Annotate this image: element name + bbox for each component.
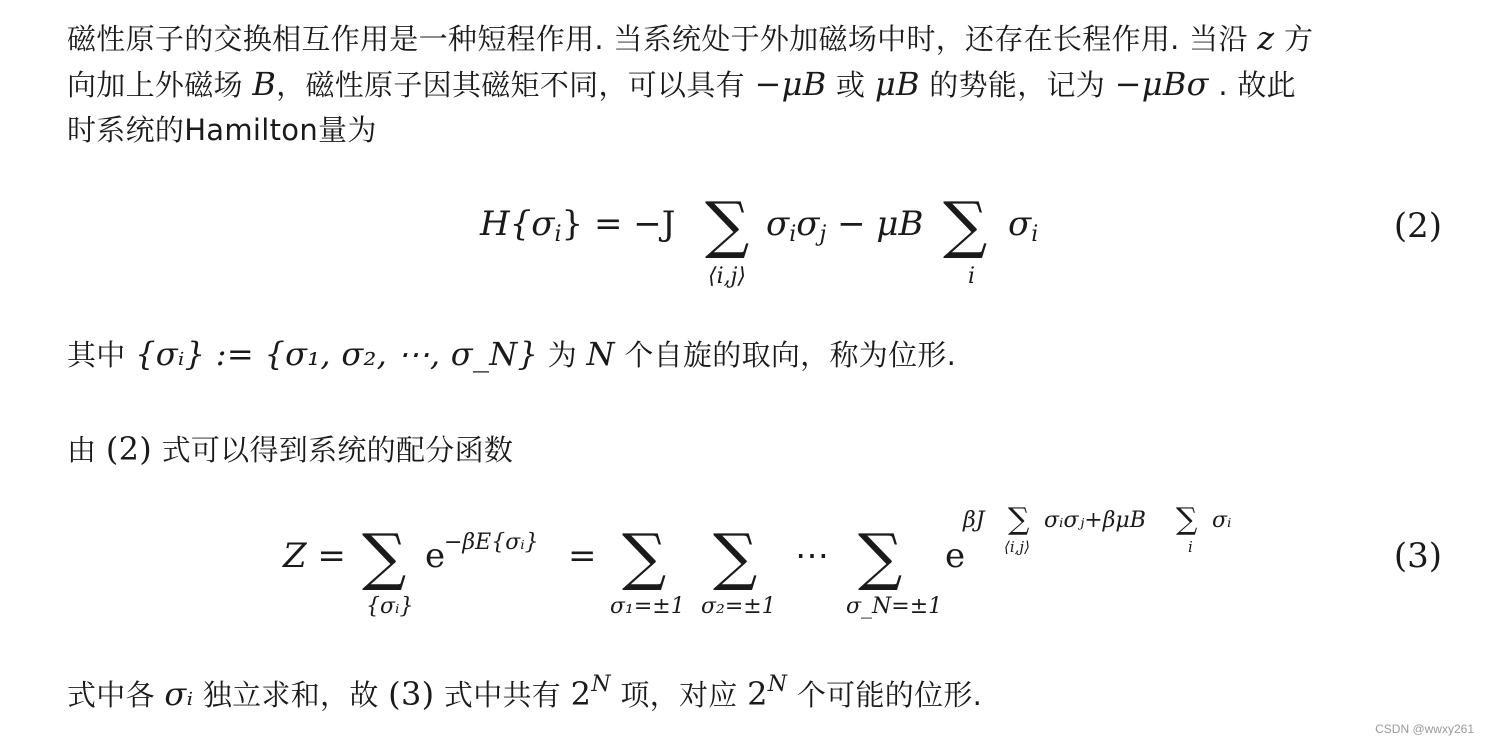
eq3-exponent-2-betaJ: βJ [963,508,985,533]
equation-reference-3: (3) [388,675,435,713]
math-muB: μB [874,65,920,103]
text-span: 项，对应 [610,678,748,712]
eq3-sum-4: ∑ [858,520,903,593]
eq2-sum-1: ∑ [705,188,750,261]
text-span: 式中各 [67,678,165,712]
text-span: 式可以得到系统的配分函数 [152,433,514,467]
equation-2-number: (2) [1393,206,1442,246]
eq2-sigma: σ [796,204,820,244]
eq3-exponent-2-middle: σᵢσⱼ+βμB [1044,508,1146,533]
eq3-exponent-sum-2-lower: i [1188,538,1193,556]
text-span: 由 [67,433,106,467]
eq2-lhs-close: } = −J [561,204,676,244]
math-exponent-N: N [591,672,611,697]
math-two: 2 [747,675,768,713]
config-definition-paragraph [67,332,1437,378]
text-span: 个自旋的取向，称为位形. [614,338,957,372]
eq3-exponent-2-sigma: σᵢ [1212,508,1232,533]
conclusion-paragraph [67,662,1437,718]
text-span: 的势能，记为 [919,68,1115,102]
eq2-minus-muB: − μB [826,204,924,244]
math-N: N [586,335,615,373]
math-exponent-N: N [767,672,788,697]
eq3-sum-2-lower: σ₁=±1 [610,594,685,619]
math-sigma-i: σᵢ [164,675,194,713]
text-span: 个可能的位形. [787,678,983,712]
eq3-sum-1: ∑ [362,520,407,593]
math-z: z [1257,19,1275,57]
eq2-sum-1-lower: ⟨i,j⟩ [708,264,747,289]
eq2-sub-i: i [1031,222,1039,247]
eq2-term-2 [1008,204,1038,247]
math-neg-muB: −μB [754,65,827,103]
equation-2 [0,180,1488,300]
text-span: 磁性原子的交换相互作用是一种短程作用. 当系统处于外加磁场中时，还存在长程作用. 当沿 [67,22,1258,56]
eq3-sum-1-lower: {σᵢ} [366,594,414,619]
intro-line-1 [67,16,1437,62]
intro-line-3: 时系统的Hamilton量为 [67,113,377,147]
text-span: 向加上外磁场 [67,68,253,102]
eq3-sum-3: ∑ [713,520,758,593]
eq3-equals: = [568,536,597,576]
eq2-lhs-text: H{σ [480,204,555,244]
eq2-sum-2-lower: i [968,264,976,289]
text-span: 其中 [67,338,136,372]
eq3-exp-base-1: e [425,536,446,576]
intro-paragraph [67,16,1437,153]
math-neg-muB-sigma: −μBσ [1114,65,1209,103]
eq2-lhs [480,204,675,247]
equation-3 [0,500,1488,630]
text-span: 为 [538,338,587,372]
eq2-sub-i: i [789,222,797,247]
eq3-lhs: Z = [283,536,346,576]
eq3-exp-base-2: e [945,536,966,576]
math-B: B [252,65,277,103]
math-two: 2 [570,675,592,713]
text-span: 式中共有 [434,678,571,712]
eq3-sum-3-lower: σ₂=±1 [701,594,776,619]
eq2-sigma: σ [1008,204,1032,244]
eq2-sigma: σ [766,204,790,244]
text-span: 方 [1274,22,1314,56]
eq3-exponent-sum-2: ∑ [1176,502,1198,537]
text-span: 独立求和，故 [193,678,389,712]
eq2-term-1 [766,204,924,247]
text-span: . 故此 [1208,68,1296,102]
csdn-watermark: CSDN @wwxy261 [1375,722,1474,736]
intro-line-2 [67,62,1437,108]
equation-reference-2: (2) [105,430,153,468]
eq3-sum-4-lower: σ_N=±1 [846,594,943,619]
eq3-dots: ⋯ [795,536,829,576]
math-sigma-set: {σᵢ} := {σ₁, σ₂, ⋯, σ_N} [135,335,539,373]
text-span: 或 [826,68,875,102]
eq3-exponent-1: −βE{σᵢ} [444,530,539,555]
partition-intro-paragraph [67,427,1437,473]
text-span: ，磁性原子因其磁矩不同，可以具有 [276,68,755,102]
eq3-exponent-sum-1: ∑ [1008,502,1030,537]
eq3-exponent-sum-1-lower: ⟨i,j⟩ [1004,538,1030,556]
eq3-sum-2: ∑ [622,520,667,593]
eq2-sub-j: j [819,222,827,247]
equation-3-number: (3) [1393,536,1442,576]
eq2-lhs-sub: i [554,222,562,247]
eq2-sum-2: ∑ [943,188,988,261]
